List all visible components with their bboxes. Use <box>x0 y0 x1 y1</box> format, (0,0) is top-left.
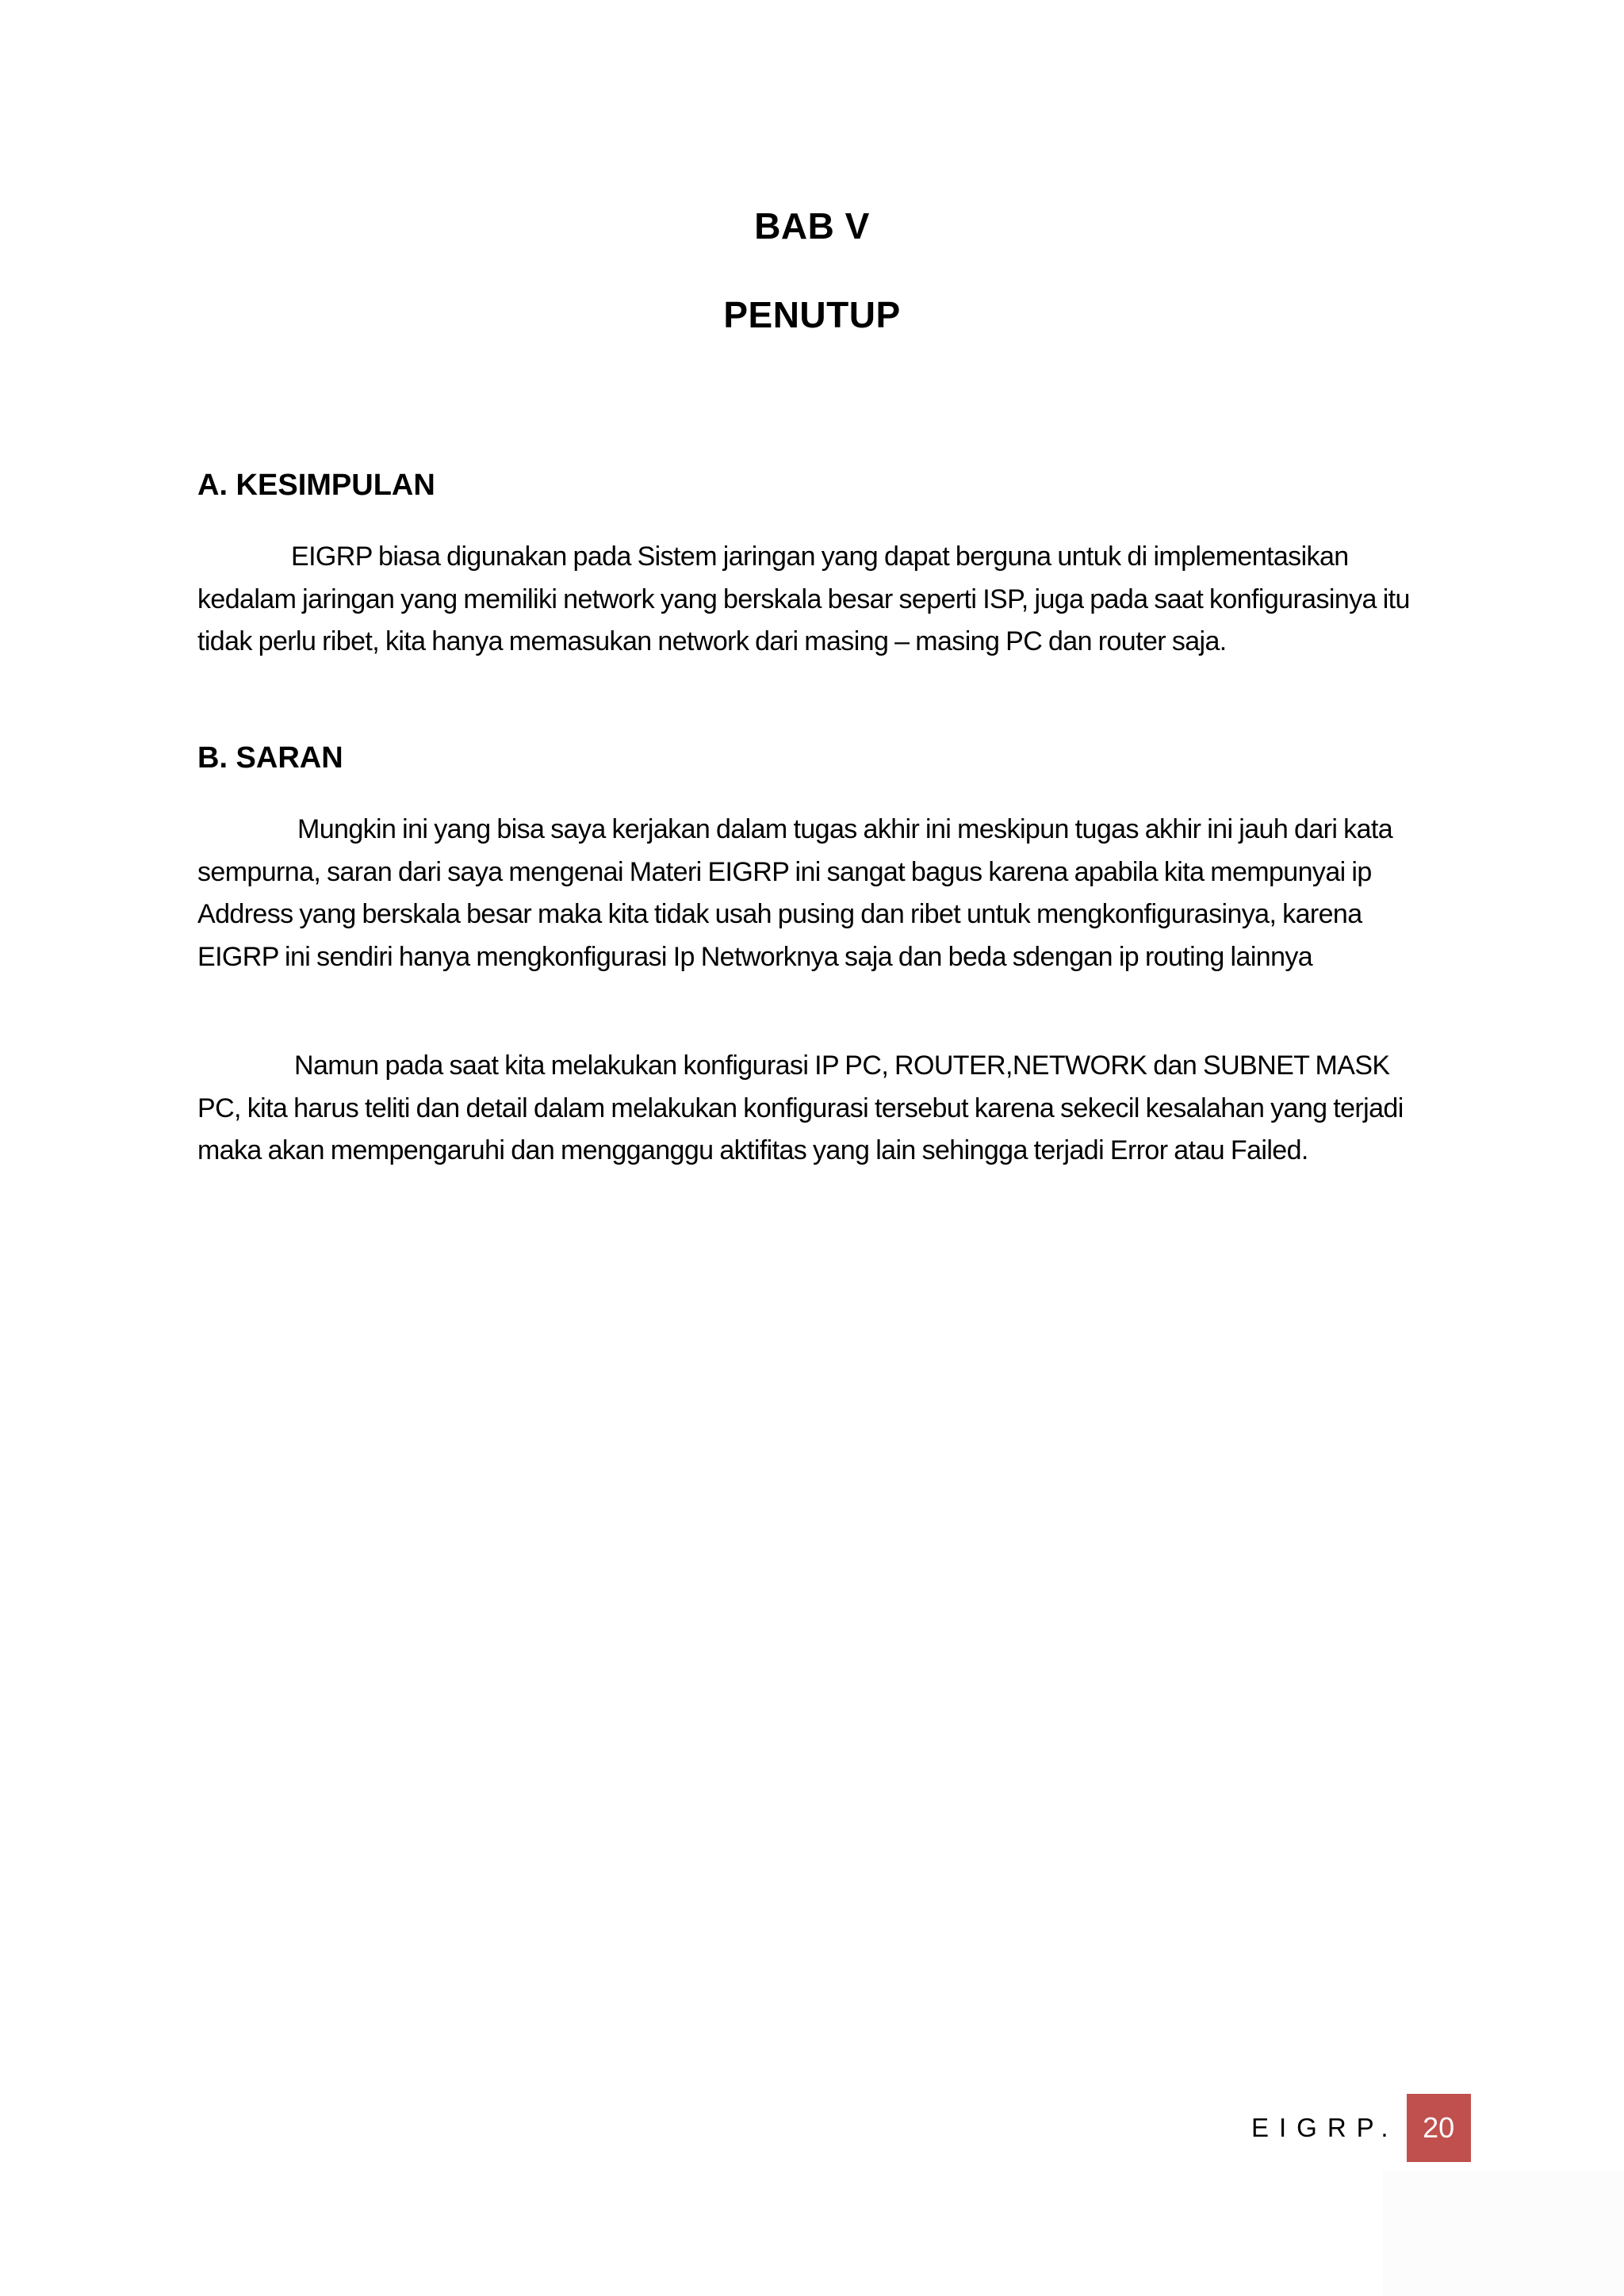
chapter-title: PENUTUP <box>723 294 901 335</box>
page-number-badge: 20 <box>1407 2094 1471 2162</box>
footer-label: EIGRP. <box>1251 2113 1399 2142</box>
kesimpulan-paragraph: EIGRP biasa digunakan pada Sistem jaringan yang dapat berguna untuk di implementasikan kedalam jaringan yang memiliki network yang berskala besar seperti ISP, juga pada saat konfigurasinya itu tidak perlu ribet, kita hanya memasukan network dari masing – masing PC dan router saja. <box>197 541 1410 656</box>
section-heading-saran: B. SARAN <box>197 741 343 775</box>
page-footer <box>1251 2093 1471 2163</box>
saran-paragraph-2: Namun pada saat kita melakukan konfigurasi IP PC, ROUTER,NETWORK dan SUBNET MASK PC, kita harus teliti dan detail dalam melakukan konfigurasi tersebut karena sekecil kesalahan yang terjadi maka akan mempengaruhi dan mengganggu aktifitas yang lain sehingga terjadi Error atau Failed. <box>197 1050 1404 1165</box>
section-heading-kesimpulan: A. KESIMPULAN <box>197 469 435 502</box>
chapter-number: BAB V <box>754 205 870 247</box>
page-corner-shade <box>1383 2171 1624 2296</box>
saran-paragraph-1: Mungkin ini yang bisa saya kerjakan dalam tugas akhir ini meskipun tugas akhir ini jauh dari kata sempurna, saran dari saya mengenai Materi EIGRP ini sangat bagus karena apabila kita mempunyai ip Address yang berskala besar maka kita tidak usah pusing dan ribet untuk mengkonfigurasinya, karena EIGRP ini sendiri hanya mengkonfigurasi Ip Networknya saja dan beda sdengan ip routing lainnya <box>197 814 1393 972</box>
